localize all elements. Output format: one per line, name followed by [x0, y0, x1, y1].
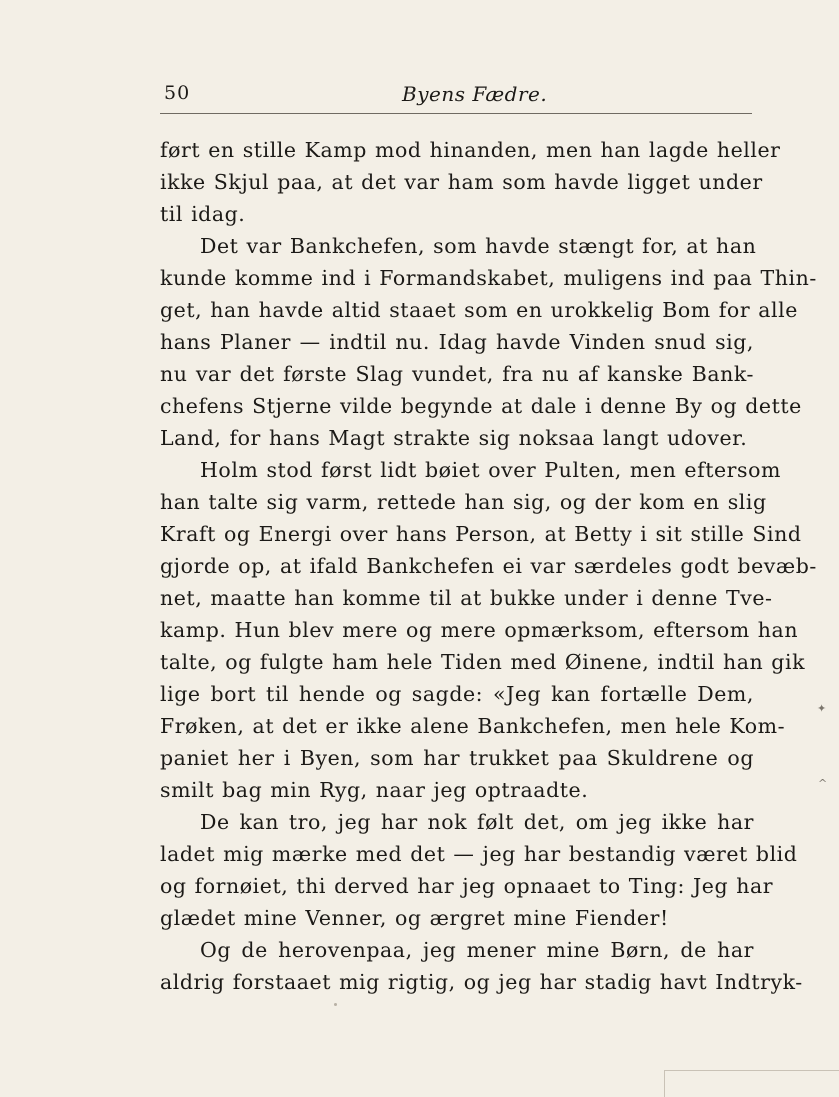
text-line: chefens Stjerne vilde begynde at dale i denne By og dette	[160, 394, 802, 418]
text-line: og fornøiet, thi derved har jeg opnaaet to Ting: Jeg har	[160, 874, 774, 898]
text-line: Kraft og Energi over hans Person, at Betty i sit stille Sind	[160, 522, 802, 546]
text-line: get, han havde altid staaet som en urokkelig Bom for alle	[160, 298, 798, 322]
text-line: hans Planer — indtil nu. Idag havde Vinden snud sig,	[160, 330, 754, 354]
body-text	[160, 134, 817, 998]
text-line: paniet her i Byen, som har trukket paa Skuldrene og	[160, 746, 754, 770]
margin-speck: ✦	[817, 702, 827, 715]
scan-edge-mark	[664, 1070, 839, 1097]
page-number: 50	[164, 82, 191, 104]
header-rule	[160, 113, 752, 114]
text-line: Land, for hans Magt strakte sig noksaa langt udover.	[160, 426, 748, 450]
text-line: smilt bag min Ryg, naar jeg optraadte.	[160, 778, 589, 802]
text-line: Holm stod først lidt bøiet over Pulten, men eftersom	[200, 458, 781, 482]
text-line: lige bort til hende og sagde: «Jeg kan fortælle Dem,	[160, 682, 754, 706]
text-line: Det var Bankchefen, som havde stængt for, at han	[200, 234, 757, 258]
running-title: Byens Fædre.	[402, 82, 548, 106]
text-line: De kan tro, jeg har nok følt det, om jeg ikke har	[200, 810, 754, 834]
text-line: net, maatte han komme til at bukke under i denne Tve-	[160, 586, 773, 610]
text-line: aldrig forstaaet mig rigtig, og jeg har stadig havt Indtryk-	[160, 970, 803, 994]
text-line: Frøken, at det er ikke alene Bankchefen, men hele Kom-	[160, 714, 786, 738]
text-line: til idag.	[160, 202, 246, 226]
margin-speck: ^	[818, 777, 828, 790]
text-line: talte, og fulgte ham hele Tiden med Øinene, indtil han gik	[160, 650, 806, 674]
text-line: ført en stille Kamp mod hinanden, men han lagde heller	[160, 138, 781, 162]
text-line: Og de herovenpaa, jeg mener mine Børn, de har	[200, 938, 754, 962]
text-line: kunde komme ind i Formandskabet, muligens ind paa Thin-	[160, 266, 817, 290]
text-line: han talte sig varm, rettede han sig, og der kom en slig	[160, 490, 767, 514]
text-line: kamp. Hun blev mere og mere opmærksom, eftersom han	[160, 618, 799, 642]
text-line: gjorde op, at ifald Bankchefen ei var særdeles godt bevæb-	[160, 554, 817, 578]
paper-speck	[334, 1003, 337, 1006]
text-line: ladet mig mærke med det — jeg har bestandig været blid	[160, 842, 798, 866]
text-line: ikke Skjul paa, at det var ham som havde ligget under	[160, 170, 763, 194]
text-line: nu var det første Slag vundet, fra nu af kanske Bank-	[160, 362, 754, 386]
page-header	[160, 82, 752, 114]
text-line: glædet mine Venner, og ærgret mine Fiender!	[160, 906, 669, 930]
